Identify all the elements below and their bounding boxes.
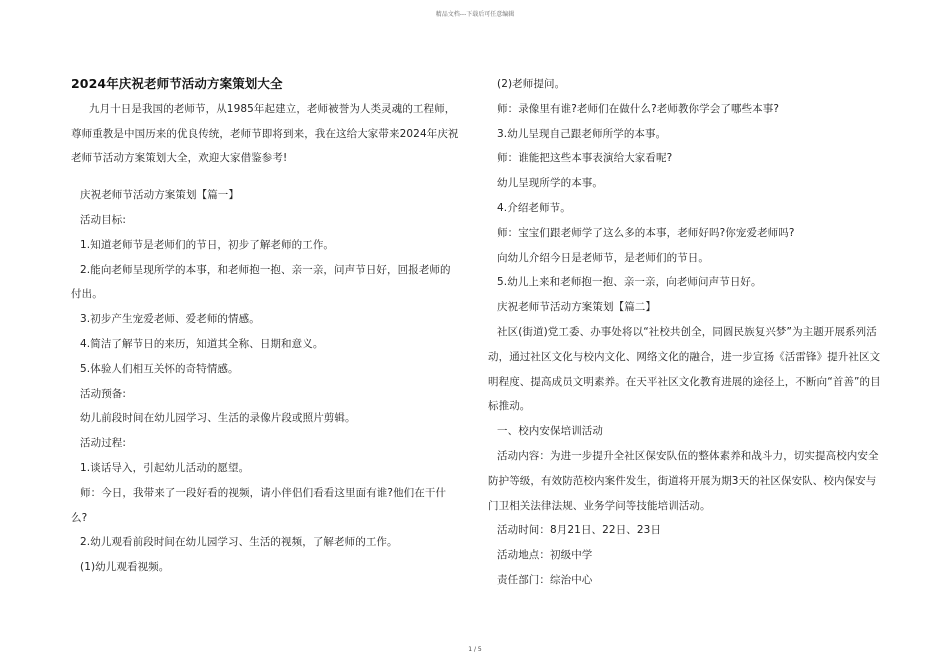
section-heading-1: 庆祝老师节活动方案策划【篇一】	[80, 189, 239, 202]
activity-dept: 责任部门：综治中心	[497, 573, 593, 586]
prep-label: 活动预备:	[80, 387, 127, 400]
goals-label: 活动目标:	[80, 213, 127, 226]
process-step: 5.幼儿上来和老师抱一抱、亲一亲，向老师问声节日好。	[497, 276, 762, 289]
activity-place: 活动地点：初级中学	[497, 549, 593, 562]
process-label: 活动过程:	[80, 437, 127, 450]
process-text: 幼儿呈现所学的本事。	[497, 177, 603, 190]
item-heading: 一、校内安保培训活动	[497, 425, 603, 438]
process-step: 1.谈话导入，引起幼儿活动的愿望。	[80, 461, 250, 474]
teacher-line: 师：宝宝们跟老师学了这么多的本事，老师好吗?你宠爱老师吗?	[497, 226, 795, 239]
teacher-line: 师：今日，我带来了一段好看的视频，请小伴侣们看看这里面有谁?他们在干什么?	[71, 486, 447, 524]
process-text: 向幼儿介绍今日是老师节，是老师们的节日。	[497, 251, 709, 264]
left-column	[71, 72, 461, 580]
process-step: 4.介绍老师节。	[497, 201, 571, 214]
goal-item: 5.体验人们相互关怀的奇特情感。	[80, 362, 239, 375]
section-paragraph: 社区(街道)党工委、办事处将以“社校共创全，同圆民族复兴梦”为主题开展系列活动，通过社区文化与校内文化、网络文化的融合，进一步宣扬《活雷锋》提升社区文明程度、提高成员文明素养。在天平社区文化教育进展的途径上，不断向“首善”的目标推动。	[488, 325, 881, 413]
paragraph-gap	[71, 171, 461, 183]
activity-content: 活动内容：为进一步提升全社区保安队伍的整体素养和战斗力，切实提高校内安全防护等级，有效防范校内案件发生，街道将开展为期3天的社区保安队、校内保安与门卫相关法律法规、业务学问等技能培训活动。	[488, 449, 879, 512]
process-step: 3.幼儿呈现自己跟老师所学的本事。	[497, 127, 667, 140]
page-number: 1 / 5	[468, 646, 482, 653]
section-heading-2: 庆祝老师节活动方案策划【篇二】	[497, 301, 656, 314]
goal-item: 1.知道老师节是老师们的节日，初步了解老师的工作。	[80, 238, 335, 251]
goal-item: 2.能向老师呈现所学的本事，和老师抱一抱、亲一亲，问声节日好，回报老师的付出。	[71, 263, 451, 301]
goal-item: 3.初步产生宠爱老师、爱老师的情感。	[80, 313, 260, 326]
process-substep: (1)幼儿观看视频。	[80, 561, 170, 574]
document-title: 2024年庆祝老师节活动方案策划大全	[71, 76, 283, 91]
right-column	[488, 72, 884, 593]
prep-text: 幼儿前段时间在幼儿园学习、生活的录像片段或照片剪辑。	[80, 412, 356, 425]
activity-time: 活动时间：8月21日、22日、23日	[497, 524, 662, 537]
page-header: 精品文档---下载后可任意编辑	[435, 11, 515, 18]
teacher-line: 师：录像里有谁?老师们在做什么?老师教你学会了哪些本事?	[497, 102, 780, 115]
intro-paragraph: 九月十日是我国的老师节，从1985年起建立，老师被誉为人类灵魂的工程师，尊师重教是中国历来的优良传统，老师节即将到来，我在这给大家带来2024年庆祝老师节活动方案策划大全，欢迎大家借鉴参考!	[71, 102, 459, 165]
goal-item: 4.简洁了解节日的来历，知道其全称、日期和意义。	[80, 337, 324, 350]
process-step: 2.幼儿观看前段时间在幼儿园学习、生活的视频，了解老师的工作。	[80, 536, 398, 549]
teacher-line: 师：谁能把这些本事表演给大家看呢?	[497, 152, 673, 165]
process-substep: (2)老师提问。	[497, 78, 566, 90]
